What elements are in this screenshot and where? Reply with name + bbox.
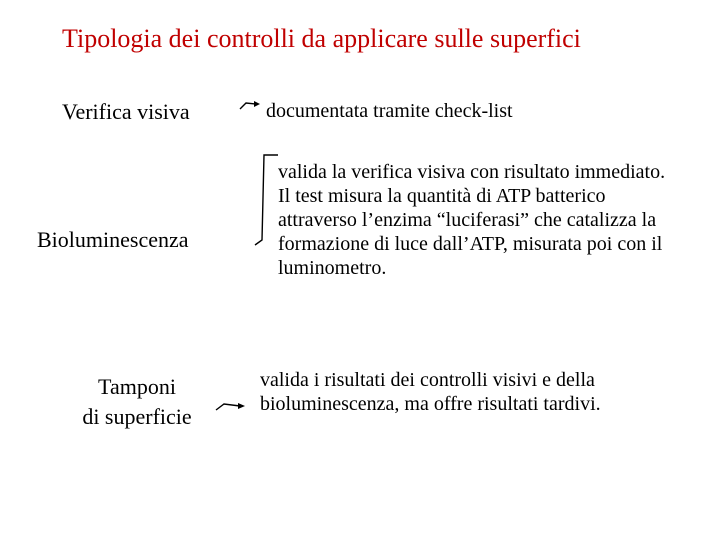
desc-bioluminescenza: valida la verifica visiva con risultato immediato. Il test misura la quantità di ATP batterico attraverso l’enzima “luciferasi” che catalizza la formazione di luce dall’ATP, misurata poi con il luminometro. xyxy=(278,161,666,279)
label-bioluminescenza: Bioluminescenza xyxy=(37,227,189,252)
label-tamponi-line2: di superficie xyxy=(82,404,192,429)
label-tamponi-line1: Tamponi xyxy=(98,374,176,399)
connector-tamponi xyxy=(216,404,240,410)
slide-title: Tipologia dei controlli da applicare sulle superfici xyxy=(62,24,581,53)
label-verifica-visiva: Verifica visiva xyxy=(62,99,190,124)
connector-verifica-arrowhead xyxy=(254,101,260,107)
connector-tamponi-arrowhead xyxy=(238,403,245,409)
bracket-bioluminescenza xyxy=(255,155,278,245)
connector-verifica xyxy=(240,103,256,109)
desc-tamponi: valida i risultati dei controlli visivi e della bioluminescenza, ma offre risultati tardivi. xyxy=(260,369,601,415)
desc-verifica-visiva: documentata tramite check-list xyxy=(266,100,513,122)
label-tamponi-di-superficie xyxy=(62,372,212,432)
